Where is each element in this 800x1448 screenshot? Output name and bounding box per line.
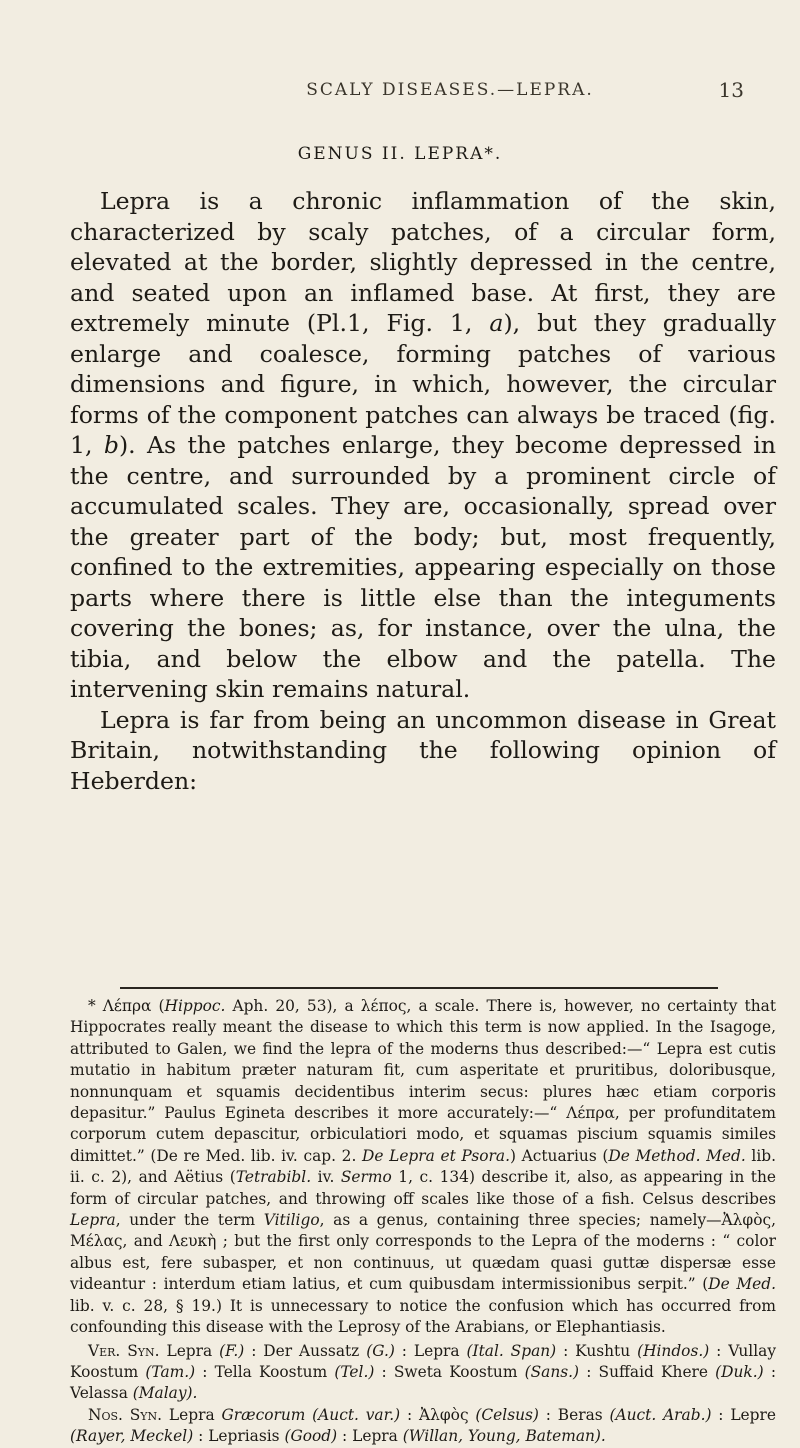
ver-syn-part: : Vullay Koostum: [70, 1341, 777, 1381]
nos-syn-list: [70, 1406, 776, 1445]
section-title: GENUS II. LEPRA*.: [297, 144, 503, 164]
nosological-synonyms: [70, 1405, 776, 1448]
ver-syn-part: (Hindos.): [637, 1341, 710, 1360]
fn-s3-it: De Method. Med.: [608, 1146, 746, 1165]
ver-syn-part: (F.): [219, 1341, 245, 1360]
figure-ref-a: a: [489, 309, 504, 337]
ver-syn-label: Ver. Syn.: [88, 1341, 160, 1360]
ver-syn-part: : Sweta Koostum: [374, 1362, 525, 1381]
ver-syn-part: (Tam.): [145, 1362, 196, 1381]
synonyms: [70, 1341, 776, 1448]
main-text: [70, 186, 776, 796]
ver-syn-part: (Duk.): [715, 1362, 764, 1381]
nos-syn-part: (Willan, Young, Bateman).: [402, 1427, 606, 1446]
figure-ref-b: b: [103, 431, 119, 459]
nos-syn-part: (Celsus): [475, 1405, 539, 1424]
nos-syn-part: : Beras: [538, 1405, 610, 1424]
nos-syn-part: Græcorum (Auct. var.): [221, 1405, 401, 1424]
ver-syn-list: [70, 1342, 776, 1403]
paragraph-1-part-c: ). As the patches enlarge, they become depressed in the centre, and surrounded by a prominent circle of accumulated scales. They are, occasionally, spread over the greater part of the body; but, most frequently, confined to the extremities, appearing especially on those parts where there is little else than the integuments covering the bones; as, for instance, over the ulna, the tibia, and below the elbow and the patella. The intervening skin remains natural.: [70, 431, 776, 703]
ver-syn-part: : Lepra: [394, 1341, 467, 1360]
ver-syn-part: : Tella Koostum: [195, 1362, 335, 1381]
nos-syn-part: (Good): [284, 1427, 338, 1446]
footnote-text: [70, 996, 776, 1339]
fn-s2: Aph. 20, 53), a λέπος, a scale. There is, however, no certainty that Hippocrates really meant the disease to which this term is now applied. In the Isagoge, attributed to Galen, we find the lepra of the moderns thus described:—“ Lepra est cutis mutatio in habitum præter naturam fit, cum asperitate et pruritibus, doloribusque, nonnunquam et squamis decidentibus interim secus: plures hæc etiam corporis depasitur.” Paulus Egineta describes it more accurately:—“ Λέπρα, per profunditatem corporum cutem depascitur, orbiculatiori modo, et squamas piscium squamis similes dimittet.” (De re Med. lib. iv. cap. 2.: [70, 997, 776, 1165]
ver-syn-part: : Velassa: [70, 1362, 776, 1403]
fn-s2-it: De Lepra et Psora.: [362, 1146, 510, 1165]
paragraph-2: Lepra is far from being an uncommon disease in Great Britain, notwithstanding the following opinion of Heberden:: [70, 705, 776, 795]
nos-syn-part: : Lepriasis: [193, 1427, 285, 1446]
fn-s8-it: De Med.: [708, 1275, 776, 1294]
fn-s9: lib. v. c. 28, § 19.) It is unnecessary to notice the confusion which has occurred from confounding this disease with the Leprosy of the Arabians, or Elephantiasis.: [70, 1296, 776, 1337]
nos-syn-part: : Ἀλφὸς: [400, 1405, 476, 1424]
ver-syn-part: (Sans.): [524, 1362, 580, 1381]
nos-syn-part: (Rayer, Meckel): [70, 1427, 194, 1446]
ver-syn-part: : Suffaid Khere: [579, 1362, 716, 1381]
ver-syn-part: (Malay).: [132, 1384, 198, 1403]
ver-syn-part: : Kushtu: [556, 1341, 638, 1360]
fn-s6: 1, c. 134) describe it, also, as appearing in the form of circular patches, and throwing off scales like those of a fish. Celsus describes: [70, 1168, 777, 1208]
fn-s4-it: Tetrabibl.: [235, 1168, 312, 1187]
fn-s5-it: Sermo: [340, 1168, 392, 1187]
running-head: SCALY DISEASES.—LEPRA.: [306, 80, 594, 100]
ver-syn-part: (Tel.): [334, 1362, 375, 1381]
footnote-rule: [120, 987, 718, 989]
paragraph-1-part-a: Lepra is a chronic inflammation of the skin, characterized by scaly patches, of a circular form, elevated at the border, slightly depressed in the centre, and seated upon an inflamed base. At first, they are extremely minute (Pl.1, Fig. 1,: [70, 187, 776, 337]
fn-s7-it: Vitiligo: [263, 1211, 320, 1230]
ver-syn-part: (G.): [366, 1341, 395, 1360]
fn-s8: , as a genus, containing three species; namely—Ἀλφὸς, Μέλας, and Λευκὴ ; but the first only corresponds to the Lepra of the moderns : “ color albus est, fere subasper, et non continuus, ut quædam quasi guttæ dispersæ esse videantur : interdum etiam latius, et cum quibusdam intermissionibus serpit.” (: [70, 1211, 776, 1294]
paragraph-1: [70, 186, 776, 705]
ver-syn-part: (Ital. Span): [466, 1341, 557, 1360]
nos-syn-part: (Auct. Arab.): [609, 1405, 712, 1424]
fn-s5: iv.: [311, 1168, 341, 1187]
fn-s4: lib. ii. c. 2), and Aëtius (: [70, 1146, 776, 1187]
paragraph-1-part-b: ), but they gradually enlarge and coalesce, forming patches of various dimensions and figure, in which, however, the circular forms of the component patches can always be traced (fig. 1,: [70, 309, 777, 459]
fn-s7: , under the term: [115, 1211, 264, 1230]
fn-s1: * Λέπρα (: [88, 997, 165, 1015]
page-number: 13: [718, 78, 744, 102]
fn-s6-it: Lepra: [70, 1211, 116, 1230]
nos-syn-part: : Lepre: [711, 1405, 776, 1424]
fn-s3: ) Actuarius (: [509, 1146, 609, 1165]
ver-syn-part: : Der Aussatz: [244, 1341, 367, 1360]
ver-syn-part: Lepra: [159, 1341, 220, 1360]
fn-s1-it: Hippoc.: [164, 997, 226, 1015]
nos-syn-part: : Lepra: [337, 1427, 403, 1446]
nos-syn-part: Lepra: [162, 1405, 222, 1424]
vernacular-synonyms: [70, 1341, 776, 1405]
nos-syn-label: Nos. Syn.: [88, 1405, 163, 1424]
footnote: [70, 996, 776, 1448]
